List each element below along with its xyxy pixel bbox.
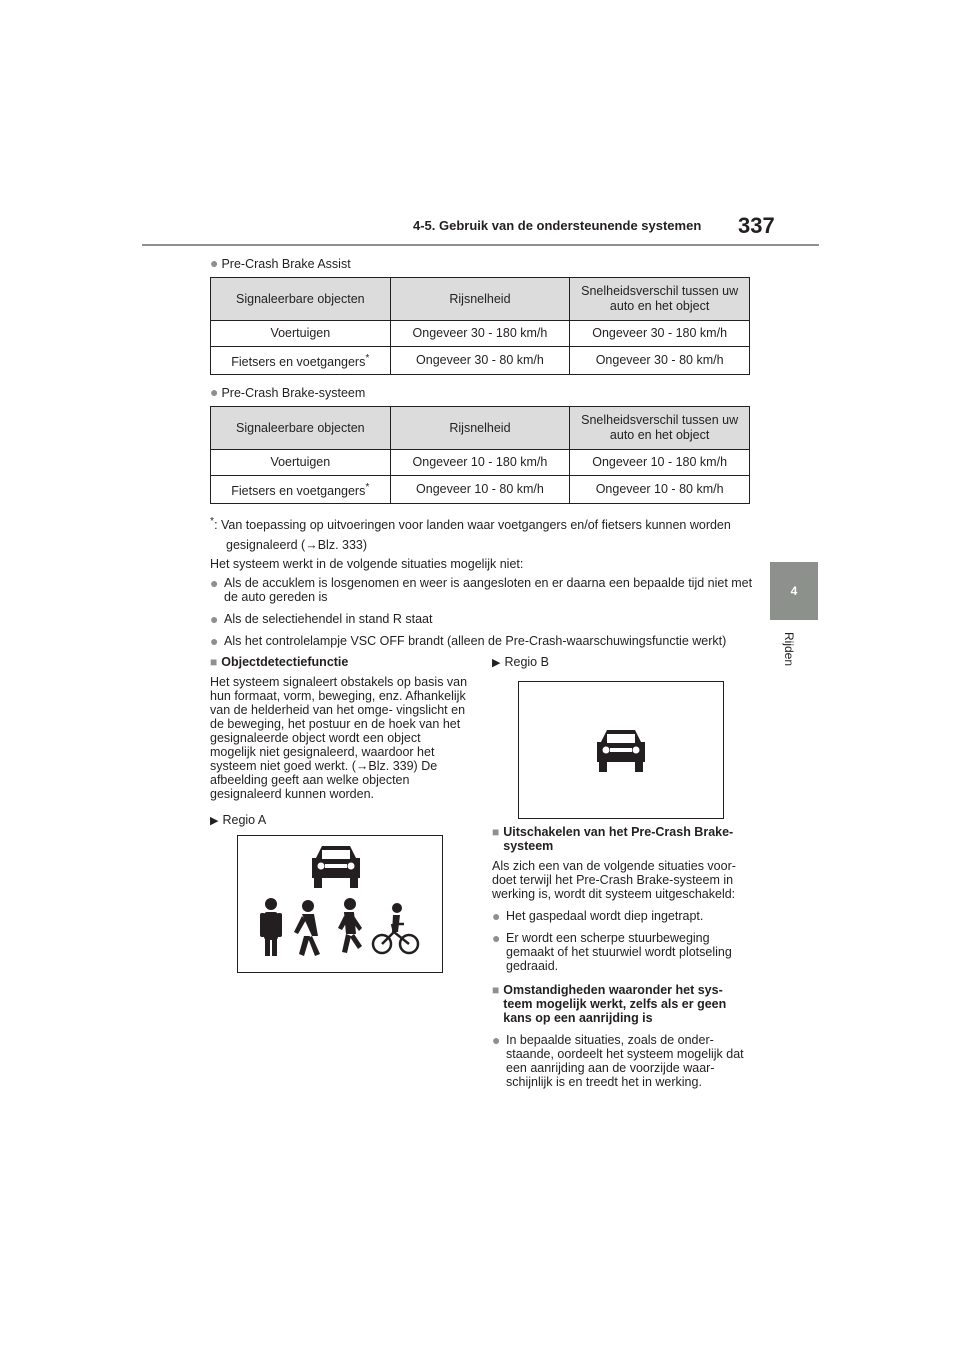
bullet-icon: ●	[210, 633, 219, 649]
region-b-label: ▶ Regio B	[492, 655, 549, 669]
square-bullet-icon: ■	[492, 825, 500, 839]
header-divider	[142, 244, 819, 246]
col-header: Rijsnelheid	[390, 278, 570, 321]
situations-intro: Het systeem werkt in de volgende situaties mogelijk niet:	[210, 557, 524, 571]
chapter-tab: 4	[770, 562, 818, 620]
disable-section	[492, 825, 750, 1089]
assist-table	[210, 277, 750, 375]
col-header: Signaleerbare objecten	[211, 407, 391, 450]
square-bullet-icon: ■	[210, 655, 218, 669]
col-header: Rijsnelheid	[390, 407, 570, 450]
triangle-icon: ▶	[210, 815, 219, 827]
table-cell: Fietsers en voetgangers*	[211, 347, 391, 375]
pedestrian-running-icon	[338, 898, 362, 953]
detection-section	[210, 655, 468, 828]
region-a-label: ▶ Regio A	[210, 813, 267, 827]
region-a-illustration	[237, 835, 443, 973]
pedestrian-walking-icon	[294, 900, 320, 956]
disable-heading: ■ Uitschakelen van het Pre-Crash Brake-systeem	[492, 825, 734, 853]
table-cell: Fietsers en voetgangers*	[211, 476, 391, 504]
table-cell: Ongeveer 30 - 80 km/h	[570, 347, 750, 375]
table-cell: Voertuigen	[211, 450, 391, 476]
square-bullet-icon: ■	[492, 983, 500, 997]
bullet-icon: ●	[210, 575, 219, 591]
list-item: ● Het gaspedaal wordt diep ingetrapt.	[492, 908, 704, 924]
section-title: 4-5. Gebruik van de ondersteunende systemen	[413, 218, 702, 233]
bullet-icon: ●	[210, 384, 219, 400]
table-cell: Ongeveer 10 - 80 km/h	[570, 476, 750, 504]
list-item: ● Als de accuklem is losgenomen en weer is aangesloten en er daarna een bepaalde tijd niet met de auto gereden is	[210, 575, 753, 604]
table-cell: Ongeveer 30 - 180 km/h	[390, 321, 570, 347]
table-cell: Ongeveer 30 - 180 km/h	[570, 321, 750, 347]
col-header: Snelheidsverschil tussen uw auto en het object	[570, 278, 750, 321]
pedestrian-standing-icon	[260, 898, 282, 956]
assist-heading: ● Pre-Crash Brake Assist	[210, 255, 351, 271]
table-cell: Ongeveer 30 - 80 km/h	[390, 347, 570, 375]
table-cell: Ongeveer 10 - 80 km/h	[390, 476, 570, 504]
list-item: ● In bepaalde situaties, zoals de onder- staande, oordeelt het systeem mogelijk dat een aanrijding aan de voorzijde waar- schijnlijk is en treedt het in werking.	[492, 1032, 744, 1089]
car-icon	[312, 846, 360, 888]
detection-body: Het systeem signaleert obstakels op basis van hun formaat, vorm, beweging, enz. Afhankelijk van de helderheid van het omge- vingslicht en de beweging, het postuur en de hoek van het gesignaleerde object wordt een object mogelijk niet gesignaleerd, waardoor het systeem niet goed werkt. (→Blz. 339) De afbeelding geeft aan welke objecten gesignaleerd kunnen worden.	[210, 675, 468, 801]
system-heading: ● Pre-Crash Brake-systeem	[210, 384, 366, 400]
cyclist-icon	[373, 903, 418, 953]
disable-body: Als zich een van de volgende situaties voor- doet terwijl het Pre-Crash Brake-systeem in werking is, wordt dit systeem uitgeschakeld:	[492, 859, 736, 901]
list-item: ● Als de selectiehendel in stand R staat	[210, 611, 433, 627]
system-table	[210, 406, 750, 504]
table-cell: Voertuigen	[211, 321, 391, 347]
region-b-svg	[519, 682, 723, 818]
arrow-icon: →	[305, 538, 318, 553]
col-header: Snelheidsverschil tussen uw auto en het object	[570, 407, 750, 450]
chapter-label: Rijden	[782, 632, 796, 667]
footnote: *: Van toepassing op uitvoeringen voor landen waar voetgangers en/of fietsers kunnen worden gesignaleerd (→Blz. 333)	[210, 516, 731, 553]
footnote-mark: *	[365, 352, 370, 364]
page-number: 337	[738, 213, 775, 238]
bullet-icon: ●	[492, 1032, 501, 1048]
bullet-icon: ●	[210, 611, 219, 627]
car-icon	[597, 730, 645, 772]
bullet-icon: ●	[492, 908, 501, 924]
list-item: ● Als het controlelampje VSC OFF brandt (alleen de Pre-Crash-waarschuwingsfunctie werkt)	[210, 633, 727, 649]
bullet-icon: ●	[210, 255, 219, 271]
triangle-icon: ▶	[492, 657, 501, 669]
table-cell: Ongeveer 10 - 180 km/h	[570, 450, 750, 476]
table-cell: Ongeveer 10 - 180 km/h	[390, 450, 570, 476]
bullet-icon: ●	[492, 930, 501, 946]
list-item: ● Er wordt een scherpe stuurbeweging gemaakt of het stuurwiel wordt plotseling gedraaid.	[492, 930, 732, 973]
footnote-mark: *	[365, 481, 370, 493]
col-header: Signaleerbare objecten	[211, 278, 391, 321]
detection-heading: ■ Objectdetectiefunctie	[210, 655, 349, 669]
region-b-illustration	[518, 681, 724, 819]
circumstances-heading: ■ Omstandigheden waaronder het sys- teem mogelijk werkt, zelfs als er geen kans op een aanrijding is	[492, 983, 727, 1025]
situations-list	[210, 576, 755, 648]
region-a-svg	[238, 836, 442, 972]
